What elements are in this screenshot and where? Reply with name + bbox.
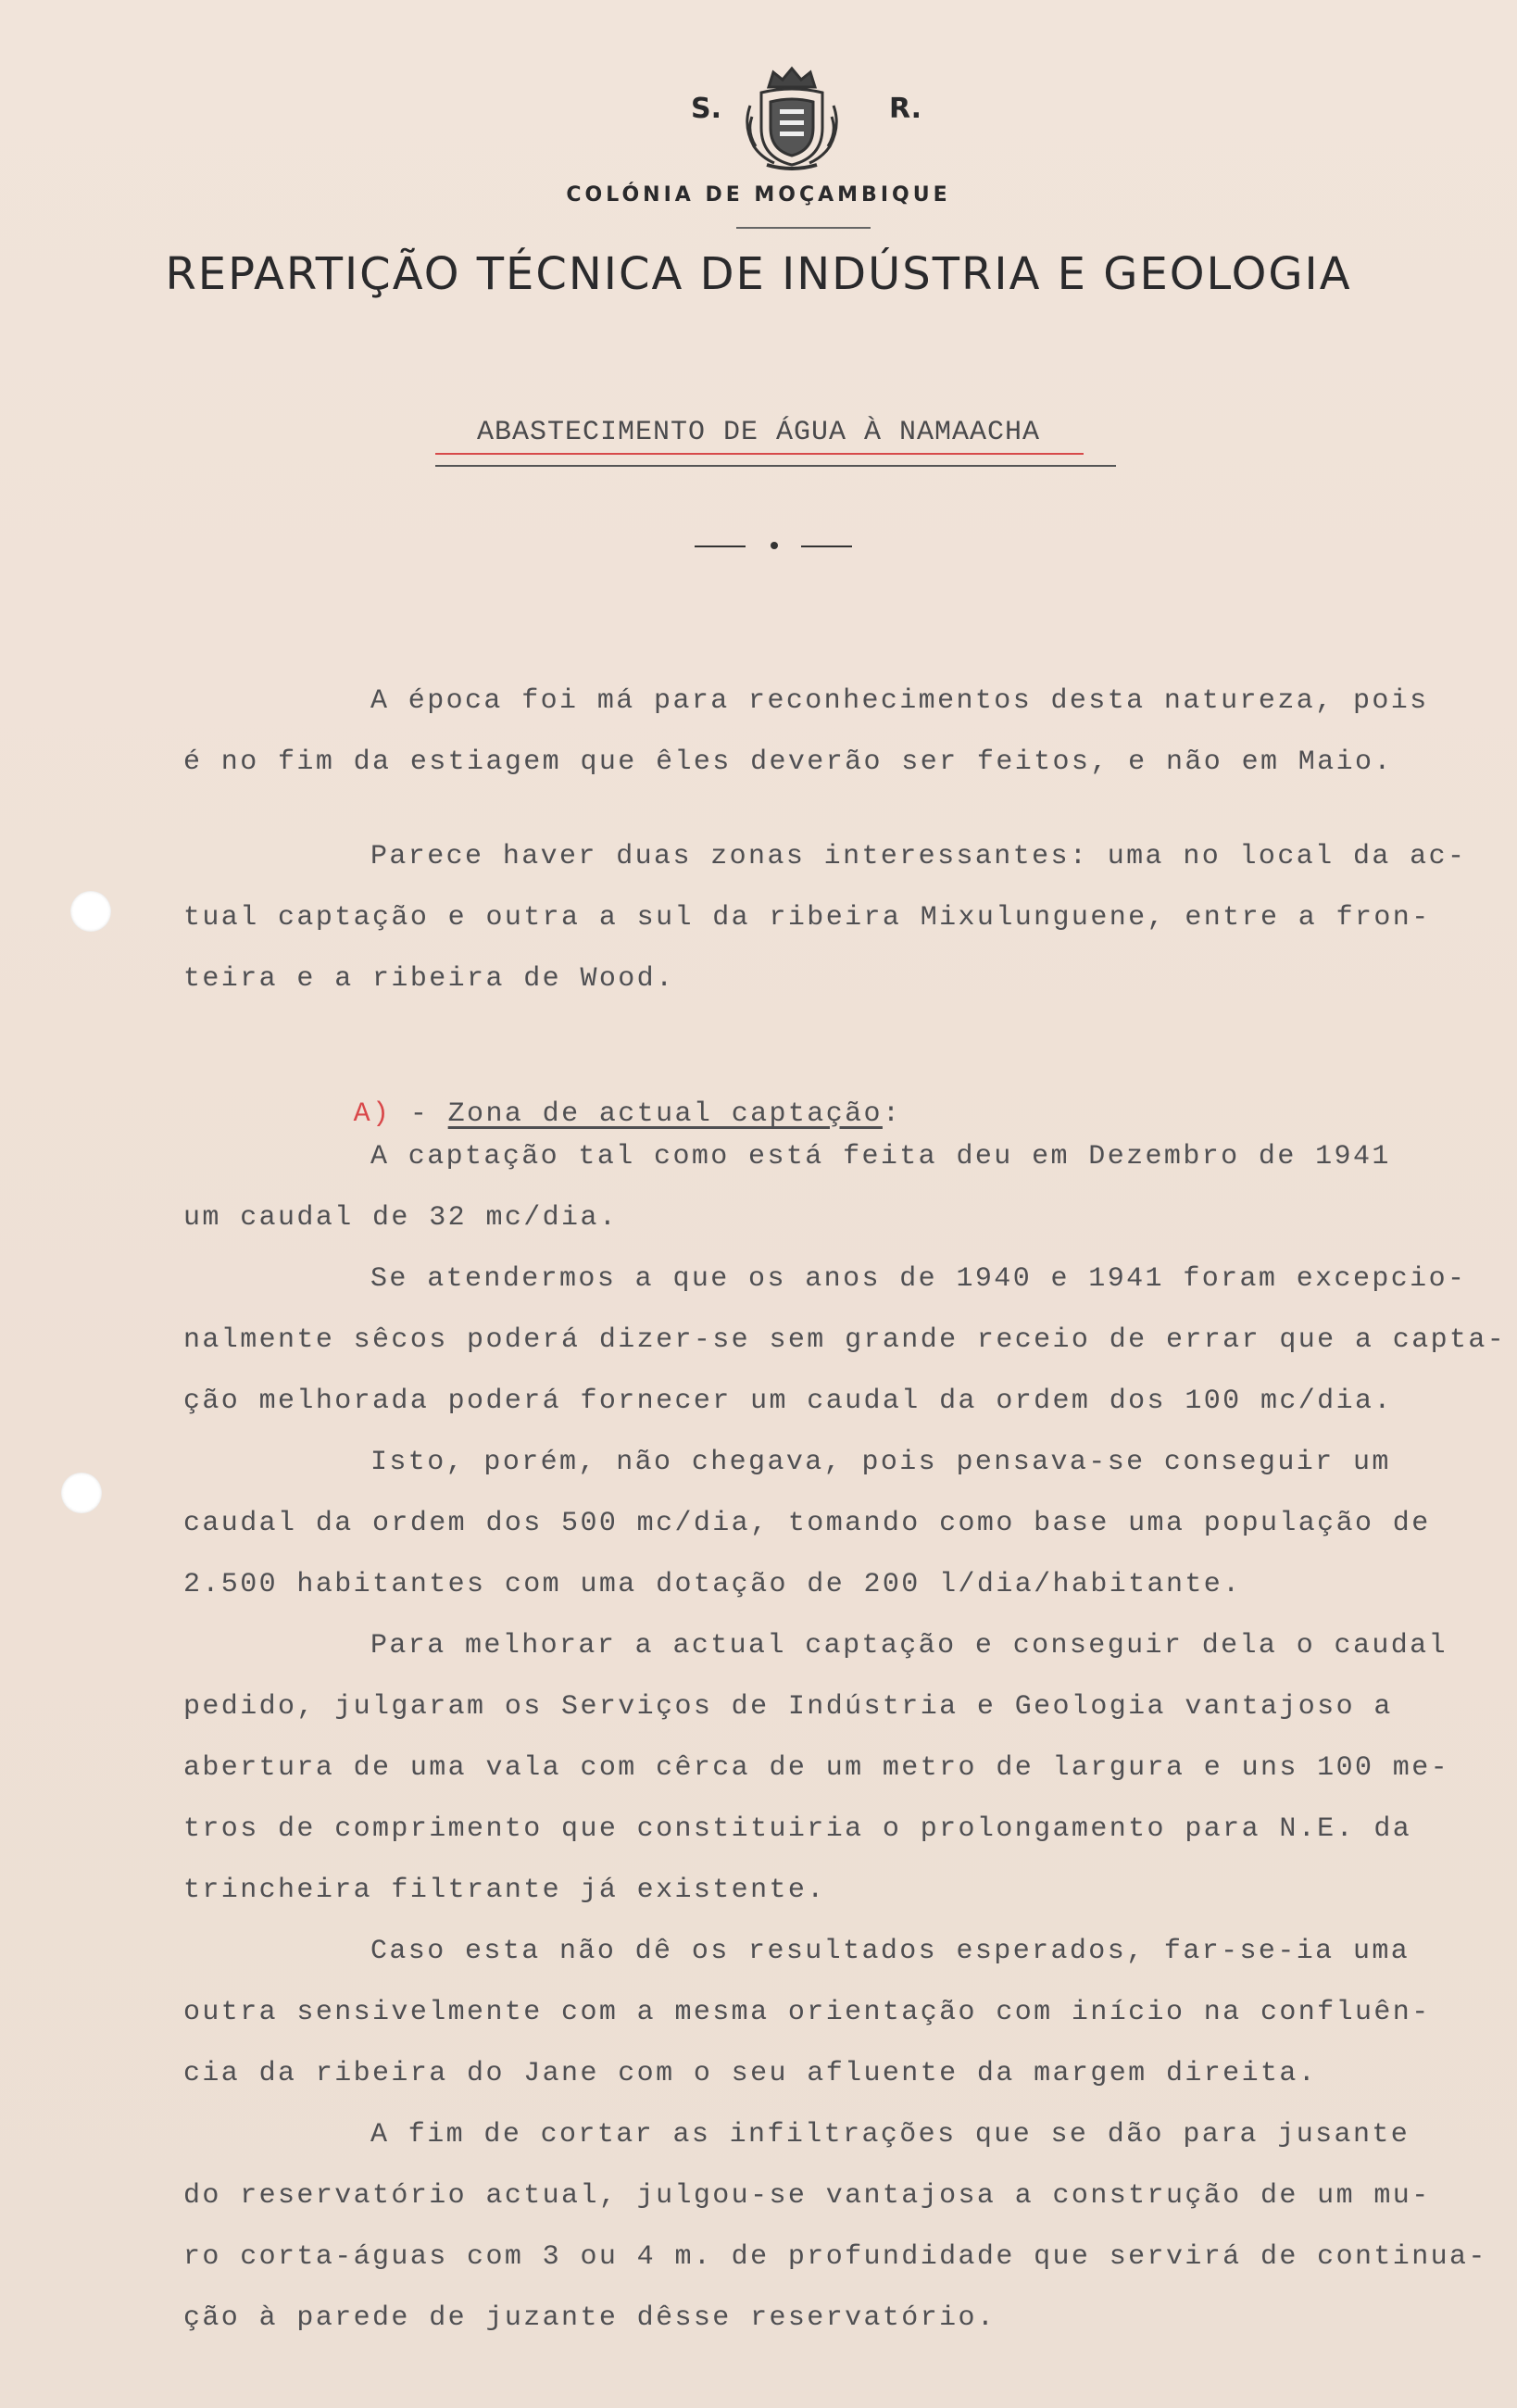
text-line: abertura de uma vala com cêrca de um metro de largura e uns 100 me- [183,1752,1449,1784]
text-line: Isto, porém, não chegava, pois pensava-se conseguir um [370,1447,1391,1478]
text-line: 2.500 habitantes com uma dotação de 200 l/dia/habitante. [183,1569,1242,1600]
text-line: ção à parede de juzante dêsse reservatório. [183,2302,997,2334]
colony-name: COLÓNIA DE MOÇAMBIQUE [566,183,951,207]
text-line: Parece haver duas zonas interessantes: uma no local da ac- [370,841,1467,872]
text-line: do reservatório actual, julgou-se vantajosa a construção de um mu- [183,2180,1431,2212]
title-underline-black [435,465,1116,467]
text-line: trincheira filtrante já existente. [183,1875,826,1906]
punch-hole-bottom [61,1473,102,1513]
coat-of-arms-icon [741,61,843,170]
text-line: A época foi má para reconhecimentos desta natureza, pois [370,685,1429,717]
text-line: caudal da ordem dos 500 mc/dia, tomando como base uma população de [183,1508,1431,1539]
text-line: tual captação e outra a sul da ribeira Mixulunguene, entre a fron- [183,902,1431,934]
header-divider [736,227,871,229]
section-a-label: A) [353,1098,392,1130]
text-line: outra sensivelmente com a mesma orientação com início na confluên- [183,1997,1431,2028]
text-line: A fim de cortar as infiltrações que se dão para jusante [370,2119,1410,2151]
text-line: teira e a ribeira de Wood. [183,963,675,995]
text-line: A captação tal como está feita deu em Dezembro de 1941 [370,1141,1391,1173]
document-title: ABASTECIMENTO DE ÁGUA À NAMAACHA [476,417,1041,448]
header-left-letter: S. [691,93,722,125]
section-a-dash: - [409,1098,430,1130]
section-a-title: Zona de actual captação [447,1098,883,1130]
text-line: cia da ribeira do Jane com o seu afluente da margem direita. [183,2058,1318,2089]
department-name: REPARTIÇÃO TÉCNICA DE INDÚSTRIA E GEOLOGIA [165,248,1352,300]
text-line: um caudal de 32 mc/dia. [183,1202,619,1234]
punch-hole-top [70,891,111,932]
header-right-letter: R. [889,93,922,125]
text-line: nalmente sêcos poderá dizer-se sem grande receio de errar que a capta- [183,1324,1507,1356]
text-line: é no fim da estiagem que êles deverão ser feitos, e não em Maio. [183,746,1393,778]
text-line: tros de comprimento que constituiria o prolongamento para N.E. da [183,1813,1412,1845]
section-separator [695,537,861,556]
text-line: pedido, julgaram os Serviços de Indústria e Geologia vantajoso a [183,1691,1393,1723]
text-line: Se atendermos a que os anos de 1940 e 1941 foram excepcio- [370,1263,1467,1295]
text-line: ro corta-águas com 3 ou 4 m. de profundidade que servirá de continua- [183,2241,1487,2273]
title-underline-red [435,453,1084,455]
text-line: Caso esta não dê os resultados esperados, far-se-ia uma [370,1936,1410,1967]
text-line: ção melhorada poderá fornecer um caudal da ordem dos 100 mc/dia. [183,1386,1393,1417]
text-line: Para melhorar a actual captação e conseguir dela o caudal [370,1630,1448,1662]
section-a-colon: : [882,1098,902,1130]
